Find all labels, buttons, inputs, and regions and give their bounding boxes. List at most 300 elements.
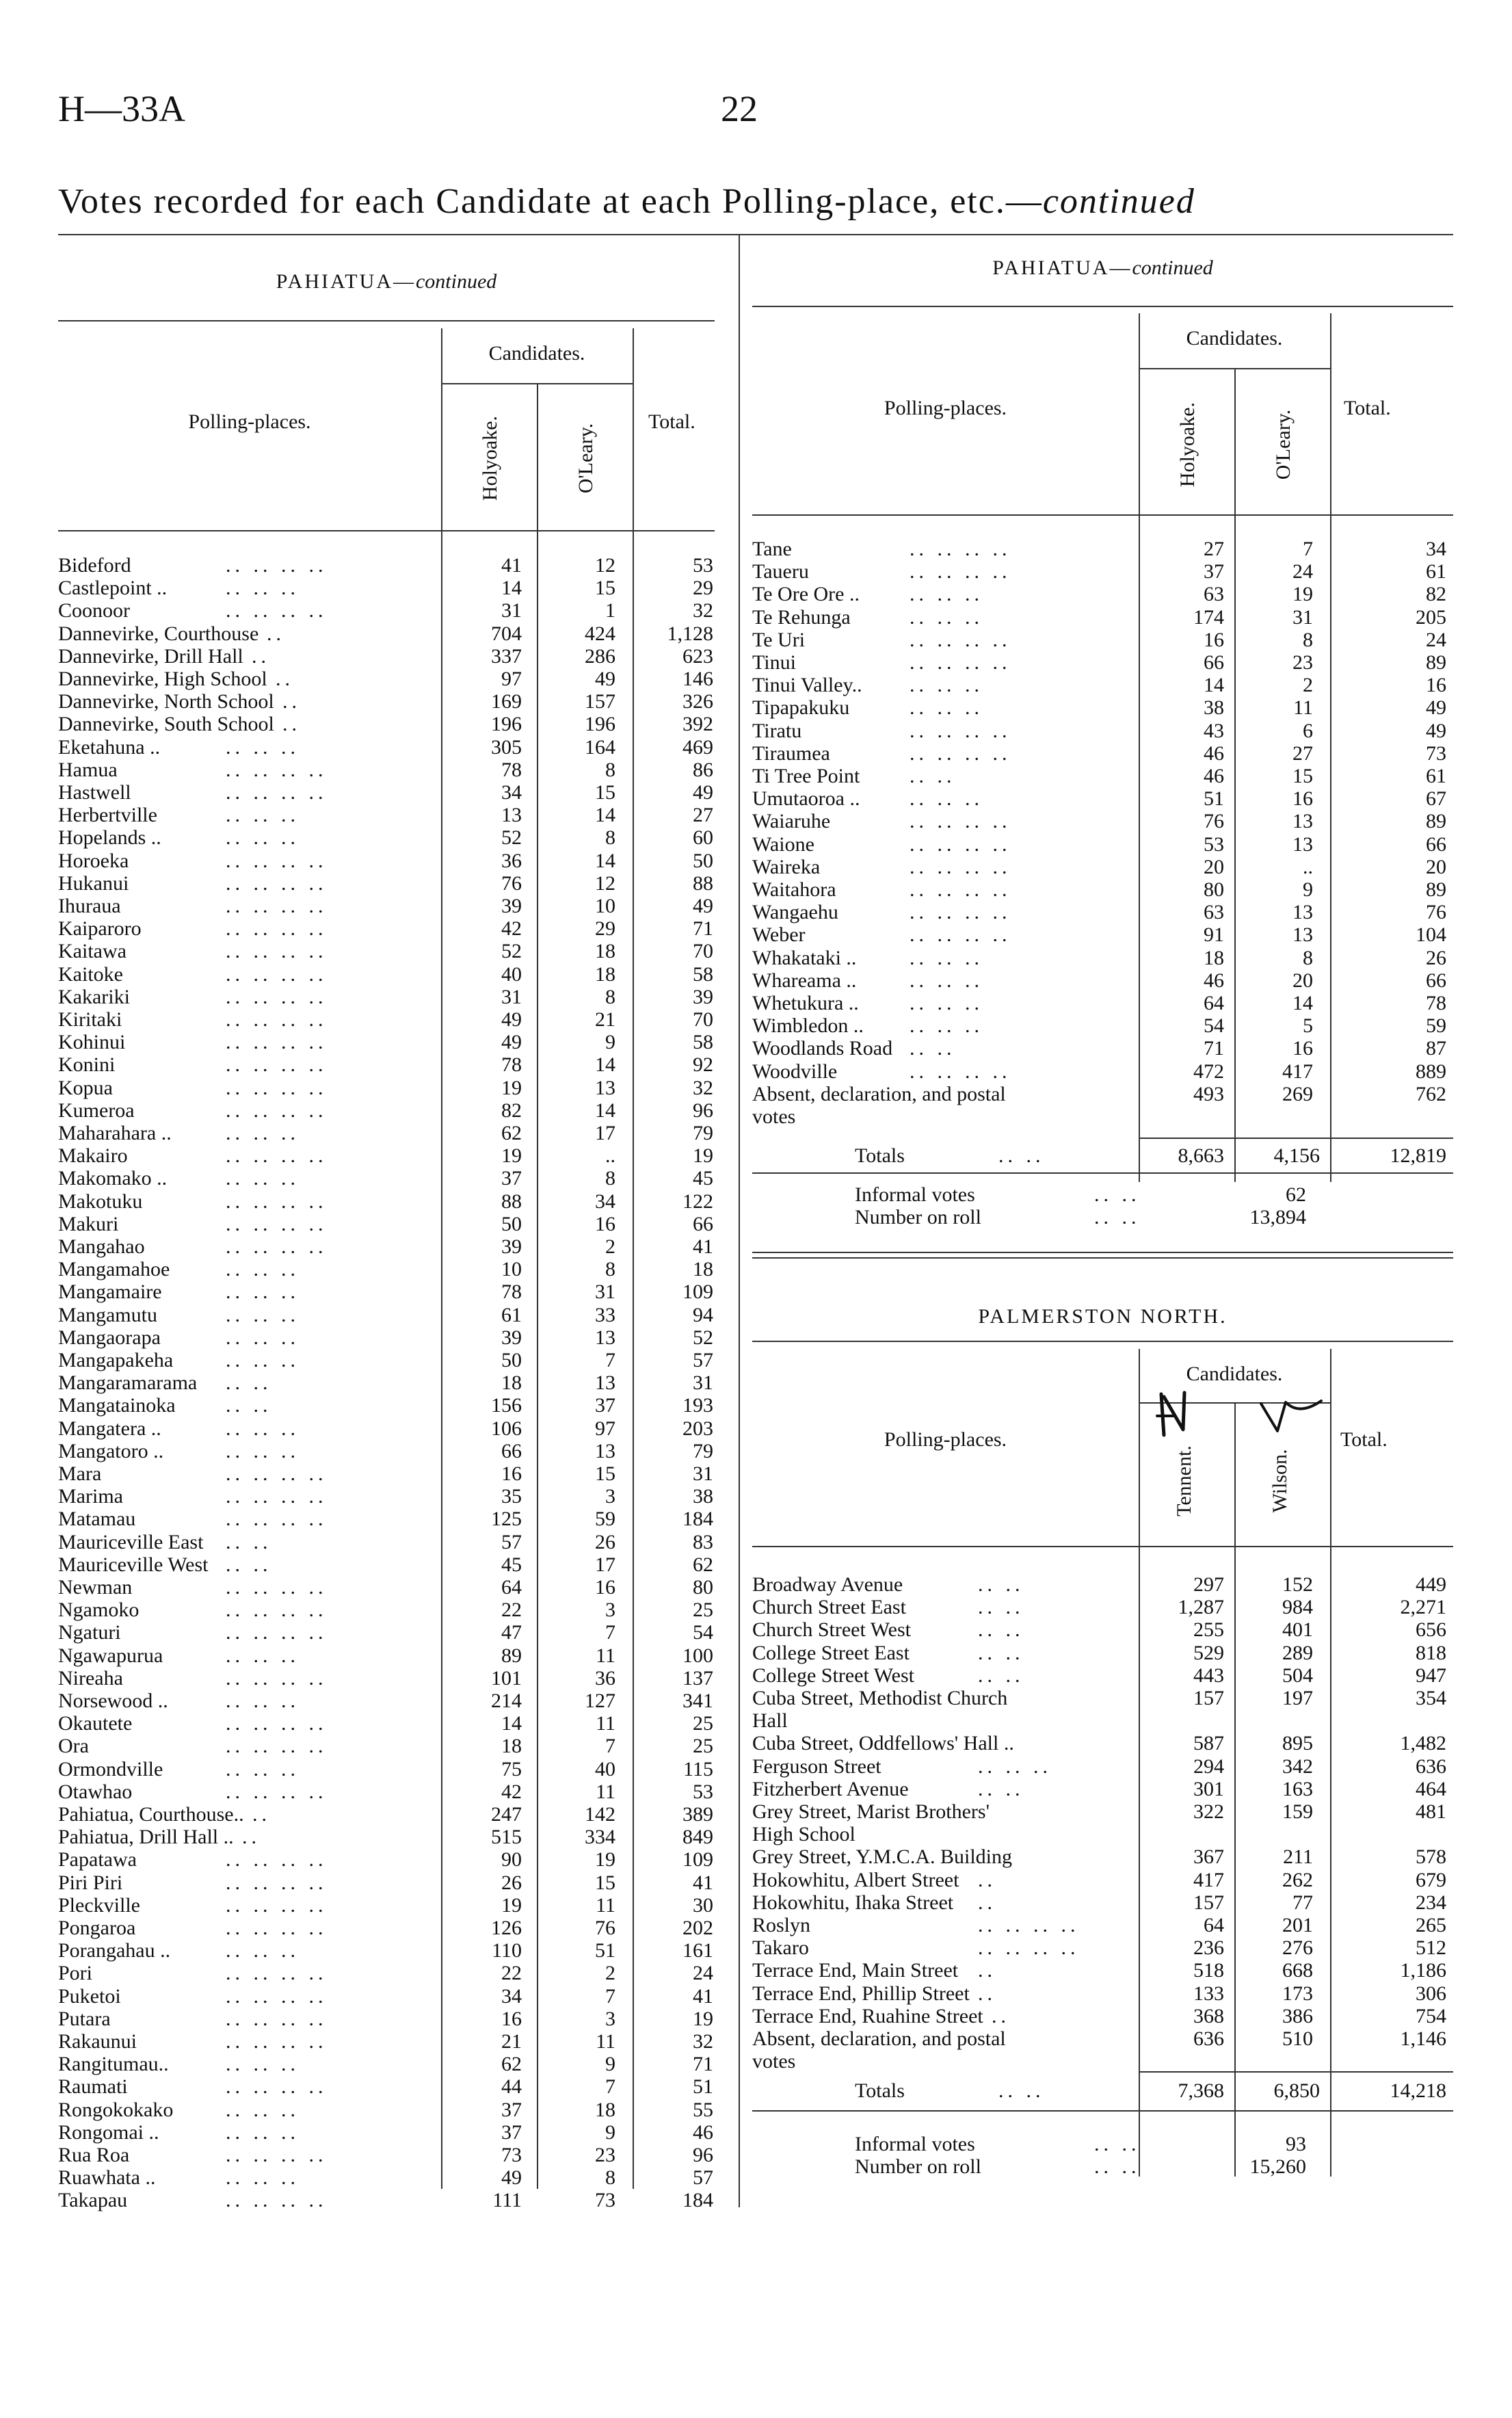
candidate-1-votes: 21 [501,2030,522,2053]
candidate-1-votes: 22 [501,1962,522,1985]
total-votes: 818 [1416,1641,1446,1664]
leader-dots: .. [252,1803,271,1826]
total-votes: 41 [693,1871,713,1894]
polling-place-name: Ngamoko [58,1599,140,1622]
total-votes: 59 [1426,1014,1446,1038]
polling-place-name: Takapau [58,2189,128,2212]
leader-dots: .. .. .. .. [226,1212,328,1235]
candidate-1-votes: 110 [492,1939,522,1962]
leader-dots: .. .. .. .. [910,719,1011,742]
candidate-1-votes: 49 [501,1031,522,1054]
polling-place-name: Tinui Valley.. [752,674,862,697]
candidate-2-votes: 11 [596,1712,615,1735]
candidate-1-votes: 40 [501,962,522,986]
polling-place-name: Rongokokako [58,2098,174,2121]
candidate-2-votes: 11 [596,1780,615,1803]
candidate-1-votes: 22 [501,1599,522,1622]
right-top-totals-label: Totals [855,1144,905,1167]
total-votes: 679 [1416,1868,1446,1891]
polling-place-name: Pahiatua, Drill Hall .. [58,1826,234,1849]
polling-place-name: Hopelands .. [58,826,161,850]
right-top-roll-row [0,1206,1512,1228]
polling-place-name: Cuba Street, Methodist Church [752,1687,1008,1709]
table-row [0,969,1512,992]
leader-dots: .. .. .. [226,826,300,850]
table-row [0,2005,1512,2027]
candidate-1-votes: 515 [491,1826,522,1849]
polling-place-name: Mangahao [58,1235,145,1258]
total-votes: 61 [1426,560,1446,583]
leader-dots: .. .. .. .. [226,2007,328,2030]
right-top-totals-holyoake: 8,663 [1178,1144,1224,1167]
candidate-1-votes: 174 [1193,605,1224,629]
total-votes: 464 [1416,1777,1446,1800]
table-row [0,1755,1512,1778]
candidate-2-votes: 159 [1282,1800,1313,1823]
polling-place-name: Hastwell [58,781,131,804]
table-row [0,2050,1512,2076]
candidate-2-votes: 13 [595,1076,615,1099]
leader-dots: .. .. .. .. [226,1031,328,1054]
candidate-2-votes: 8 [605,826,615,850]
total-votes: 146 [682,668,713,690]
candidate-2-votes: 16 [1292,787,1313,811]
right-top-header-bottom-rule [752,514,1453,516]
left-candidates-label: Candidates. [488,342,585,365]
total-votes: 578 [1416,1845,1446,1869]
candidate-1-votes: 294 [1193,1755,1224,1778]
candidate-1-votes: 417 [1193,1868,1224,1891]
candidate-1-votes: 64 [501,1576,522,1599]
candidate-1-votes: 44 [501,2075,522,2099]
polling-place-name: votes [752,1105,796,1128]
right-top-header-top-rule [752,306,1453,307]
polling-place-name: Dannevirke, Courthouse [58,622,259,645]
polling-place-name: Maharahara .. [58,1122,172,1144]
polling-place-name: Makairo [58,1144,128,1168]
candidate-2-votes: .. [605,1144,615,1168]
candidate-1-votes: 125 [491,1508,522,1531]
candidate-1-votes: 51 [1204,787,1224,811]
table-row [0,1371,739,1394]
candidate-1-votes: 46 [1204,741,1224,765]
candidate-1-votes: 169 [491,690,522,713]
leader-dots: .. .. .. .. [226,1984,328,2008]
leader-dots: .. .. [226,1394,272,1417]
total-votes: 354 [1416,1687,1446,1709]
total-votes: 636 [1416,1755,1446,1778]
candidate-2-votes: 14 [595,1099,615,1122]
page-title [58,181,1453,222]
candidate-1-votes: 18 [501,1371,522,1395]
candidate-1-votes: 42 [501,1780,522,1803]
document-code: H—33A [58,88,185,129]
candidate-2-votes: 152 [1282,1573,1313,1596]
candidate-2-votes: 269 [1282,1082,1313,1105]
polling-place-name: Takaro [752,1936,809,1960]
candidate-2-votes: 2 [605,1962,615,1985]
right-bottom-totals-total: 14,218 [1390,2079,1446,2102]
tennent-tick-mark [1156,1389,1204,1443]
polling-place-name: Ti Tree Point [752,765,860,787]
total-votes: 70 [693,1008,713,1031]
candidate-1-votes: 34 [501,1984,522,2008]
candidate-1-votes: 52 [501,940,522,963]
right-top-informal-dots: .. .. [1094,1183,1141,1206]
table-row [0,1642,1512,1664]
table-row [0,1105,1512,1128]
polling-place-name: Tane [752,538,792,560]
total-votes: 78 [1426,992,1446,1014]
candidate-1-votes: 14 [501,577,522,600]
left-total-label: Total. [648,410,695,433]
total-votes: 58 [693,962,713,986]
leader-dots: .. [252,644,270,668]
candidate-1-votes: 76 [1204,810,1224,833]
candidate-2-votes: 8 [605,985,615,1008]
right-top-totals-total: 12,819 [1390,1144,1446,1167]
right-top-section-title [752,257,1453,280]
table-row [0,810,1512,832]
candidate-2-votes: 7 [605,1735,615,1758]
total-votes: 51 [693,2075,713,2099]
polling-place-name: Waione [752,832,814,856]
table-row [0,923,1512,946]
candidate-2-votes: 15 [595,781,615,804]
polling-place-name: Whetukura .. [752,992,859,1014]
title-rule [58,234,1453,235]
polling-place-name: Whakataki .. [752,946,857,969]
leader-dots: .. .. .. [910,787,983,811]
candidate-1-votes: 45 [501,1553,522,1576]
candidate-2-votes: 211 [1283,1845,1313,1869]
candidate-2-votes: 417 [1282,1060,1313,1083]
total-votes: 41 [693,1235,713,1258]
candidate-2-votes: 17 [595,1122,615,1144]
candidate-1-votes: 13 [501,804,522,827]
candidate-2-votes: 59 [595,1508,615,1531]
candidate-2-votes: 173 [1282,1982,1313,2005]
candidate-2-votes: 17 [595,1553,615,1576]
candidate-1-votes: 126 [491,1917,522,1939]
candidate-1-votes: 14 [501,1712,522,1735]
polling-place-name: Te Rehunga [752,605,851,629]
total-votes: 137 [682,1666,713,1690]
leader-dots: .. .. .. .. [226,2030,328,2053]
total-votes: 89 [1426,810,1446,833]
right-top-section-name: PAHIATUA— [992,257,1132,279]
page-number: 22 [721,88,758,129]
polling-place-name: Taueru [752,560,809,583]
polling-place-name: Tiraumea [752,741,830,765]
candidate-2-votes: 8 [1303,628,1313,651]
polling-place-name: Woodville [752,1060,838,1083]
total-votes: 19 [693,2007,713,2030]
candidate-2-votes: 11 [596,1893,615,1917]
candidate-2-votes: 12 [595,871,615,895]
candidate-2-votes: 9 [605,2053,615,2076]
candidate-2-votes: 19 [595,1848,615,1871]
polling-place-name: Kakariki [58,985,130,1008]
table-row [0,1845,1512,1868]
candidate-2-votes: 201 [1282,1914,1313,1936]
total-votes: 512 [1416,1936,1446,1960]
leader-dots: .. .. .. .. [226,962,328,986]
table-row [0,696,1512,719]
table-row [0,992,1512,1014]
total-votes: 184 [682,1508,713,1531]
total-votes: 45 [693,1167,713,1190]
candidate-1-votes: 61 [501,1303,522,1326]
total-votes: 1,128 [667,622,713,645]
leader-dots: .. .. .. .. [910,628,1011,651]
table-row [0,787,1512,810]
candidate-1-votes: 62 [501,2053,522,2076]
table-row [0,1936,1512,1959]
candidate-1-votes: 247 [491,1803,522,1826]
candidate-2-votes: 31 [595,1280,615,1304]
candidate-1-votes: 63 [1204,901,1224,924]
candidate-2-votes: 40 [595,1757,615,1780]
polling-place-name: Mara [58,1462,102,1485]
table-row [0,538,1512,560]
leader-dots: .. .. .. .. [910,1060,1011,1083]
leader-dots: .. .. [978,1618,1024,1642]
leader-dots: .. [282,690,301,713]
total-votes: 87 [1426,1037,1446,1060]
polling-place-name: Eketahuna .. [58,735,161,759]
leader-dots: .. .. .. .. [226,1621,328,1644]
leader-dots: .. .. .. .. [226,1712,328,1735]
table-row [0,1417,739,1440]
right-bottom-totals-dots: .. .. [998,2079,1045,2102]
total-votes: 389 [682,1803,713,1826]
candidate-1-votes: 37 [1204,560,1224,583]
total-votes: 1,146 [1400,2027,1446,2050]
candidate-2-votes: 23 [595,2144,615,2166]
leader-dots: .. .. .. [910,1014,983,1038]
candidate-1-votes: 704 [491,622,522,645]
leader-dots: .. .. .. .. [226,554,328,577]
candidate-2-votes: 24 [1292,560,1313,583]
total-votes: 16 [1426,674,1446,697]
leader-dots: .. .. .. .. [226,1462,328,1485]
right-top-totals-rule [1139,1138,1453,1139]
candidate-2-votes: 14 [595,1053,615,1077]
candidate-2-votes: 9 [605,2120,615,2144]
total-votes: 20 [1426,855,1446,878]
table-row [0,1982,1512,2005]
candidate-2-votes: 13 [1292,810,1313,833]
right-bottom-header-bottom-rule [752,1546,1453,1547]
total-votes: 849 [682,1826,713,1849]
leader-dots: .. [267,622,285,645]
candidate-1-votes: 19 [501,1144,522,1168]
candidate-2-votes: 33 [595,1303,615,1326]
candidate-2-votes: 197 [1282,1687,1313,1709]
polling-place-name: Grey Street, Y.M.C.A. Building [752,1845,1012,1869]
total-votes: 73 [1426,741,1446,765]
total-votes: 31 [693,1462,713,1485]
polling-place-name: Kopua [58,1076,113,1099]
leader-dots: .. .. .. .. [226,1485,328,1508]
total-votes: 39 [693,985,713,1008]
right-top-candidates-label: Candidates. [1186,327,1283,350]
total-votes: 19 [693,1144,713,1168]
total-votes: 31 [693,1371,713,1395]
candidate-1-votes: 37 [501,1167,522,1190]
polling-place-name: Mangaorapa [58,1326,161,1349]
total-votes: 234 [1416,1891,1446,1914]
candidate-1-votes: 472 [1193,1060,1224,1083]
polling-place-name: Mauriceville East [58,1530,204,1553]
polling-place-name: Ormondville [58,1757,163,1780]
candidate-1-votes: 36 [501,849,522,872]
right-top-totals-oleary: 4,156 [1273,1144,1320,1167]
table-row [0,651,1512,674]
candidate-1-votes: 35 [501,1485,522,1508]
polling-place-name: Pori [58,1962,93,1985]
polling-place-name: Porangahau .. [58,1939,171,1962]
total-votes: 184 [682,2189,713,2212]
polling-place-name: Church Street East [752,1596,906,1619]
table-row [0,1326,739,1349]
leader-dots: .. .. .. .. [226,1576,328,1599]
candidate-1-votes: 297 [1193,1573,1224,1596]
candidate-1-votes: 75 [501,1757,522,1780]
candidate-1-votes: 255 [1193,1618,1224,1642]
polling-place-name: Newman [58,1576,133,1599]
table-row [0,1508,739,1530]
candidate-1-votes: 157 [1193,1891,1224,1914]
table-row [0,1709,1512,1732]
polling-place-name: Ihuraua [58,895,121,917]
candidate-1-votes: 50 [501,1212,522,1235]
leader-dots: .. .. .. [226,1439,300,1462]
polling-place-name: Tipapakuku [752,696,850,720]
polling-place-name: Absent, declaration, and postal [752,2027,1006,2050]
table-row [0,1280,739,1303]
candidate-1-votes: 529 [1193,1641,1224,1664]
candidate-2-votes: 7 [605,1349,615,1371]
polling-place-name: Ferguson Street [752,1755,881,1778]
right-top-totals-dots: .. .. [998,1144,1045,1167]
leader-dots: .. .. .. [226,804,300,827]
candidate-1-votes: 41 [501,554,522,577]
candidate-2-votes: 504 [1282,1664,1313,1687]
candidate-1-votes: 368 [1193,2004,1224,2027]
polling-place-name: Church Street West [752,1618,911,1642]
leader-dots: .. .. .. .. [226,1053,328,1077]
candidate-2-votes: 5 [1303,1014,1313,1038]
table-row [0,1573,1512,1596]
leader-dots: .. .. .. .. [226,1848,328,1871]
polling-place-name: Pleckville [58,1893,140,1917]
leader-dots: .. .. .. .. [226,917,328,941]
polling-place-name: College Street West [752,1664,914,1687]
candidate-1-votes: 196 [491,713,522,736]
candidate-2-votes: 7 [605,2075,615,2099]
candidate-2-votes: 8 [605,2166,615,2190]
right-bottom-tennent-label: Tennent. [1173,1445,1195,1516]
candidate-1-votes: 49 [501,2166,522,2190]
total-votes: 30 [693,1893,713,1917]
candidate-1-votes: 66 [1204,651,1224,674]
right-top-roll-dots: .. .. [1094,1206,1141,1228]
total-votes: 46 [693,2120,713,2144]
leader-dots: .. .. .. .. [226,781,328,804]
polling-place-name: Ngaturi [58,1621,121,1644]
candidate-1-votes: 34 [501,781,522,804]
table-row [0,629,1512,651]
candidate-2-votes: 29 [595,917,615,941]
candidate-1-votes: 90 [501,1848,522,1871]
right-bottom-informal-dots: .. .. [1094,2133,1141,2155]
table-row [0,1800,1512,1823]
total-votes: 76 [1426,901,1446,924]
table-row [0,1823,1512,1845]
candidate-2-votes: 142 [585,1803,615,1826]
table-row [0,947,1512,969]
candidate-1-votes: 18 [1204,946,1224,969]
polling-place-name: Hokowhitu, Ihaka Street [752,1891,954,1914]
total-votes: 96 [693,2144,713,2166]
leader-dots: .. .. [978,1777,1024,1800]
table-row [0,1687,1512,1709]
leader-dots: .. .. .. [978,1755,1052,1778]
polling-place-name: Castlepoint .. [58,577,168,600]
polling-place-name: Terrace End, Ruahine Street [752,2004,983,2027]
table-row [0,1462,739,1485]
candidate-2-votes: 51 [595,1939,615,1962]
table-row [0,2189,739,2211]
candidate-2-votes: 97 [595,1417,615,1440]
candidate-2-votes: 13 [595,1439,615,1462]
polling-place-name: Dannevirke, South School [58,713,274,736]
right-top-polling-places-label: Polling-places. [884,397,1007,419]
total-votes: 25 [693,1712,713,1735]
leader-dots: .. .. .. .. [226,871,328,895]
right-bottom-total-label: Total. [1340,1428,1388,1451]
total-votes: 53 [693,554,713,577]
polling-place-name: Hokowhitu, Albert Street [752,1868,959,1891]
candidate-1-votes: 236 [1193,1936,1224,1960]
candidate-1-votes: 367 [1193,1845,1224,1869]
candidate-2-votes: 13 [595,1326,615,1349]
leader-dots: .. .. .. .. [910,832,1011,856]
polling-place-name: High School [752,1823,856,1846]
table-row [0,583,1512,605]
leader-dots: .. .. .. [910,674,983,697]
candidate-1-votes: 27 [1204,538,1224,560]
total-votes: 326 [682,690,713,713]
candidate-2-votes: 984 [1282,1596,1313,1619]
polling-place-name: Bideford [58,554,131,577]
leader-dots: .. .. [978,1573,1024,1596]
leader-dots: .. .. .. .. [910,923,1011,947]
polling-place-name: Terrace End, Phillip Street [752,1982,970,2005]
leader-dots: .. .. .. [226,1122,300,1144]
title-continued: continued [1042,182,1195,221]
candidate-2-votes: 16 [1292,1037,1313,1060]
candidate-2-votes: 7 [1303,538,1313,560]
total-votes: 469 [682,735,713,759]
total-votes: 89 [1426,651,1446,674]
table-row [0,1258,739,1280]
right-bottom-roll-dots: .. .. [1094,2155,1141,2178]
right-top-roll-label: Number on roll [855,1206,981,1228]
total-votes: 27 [693,804,713,827]
